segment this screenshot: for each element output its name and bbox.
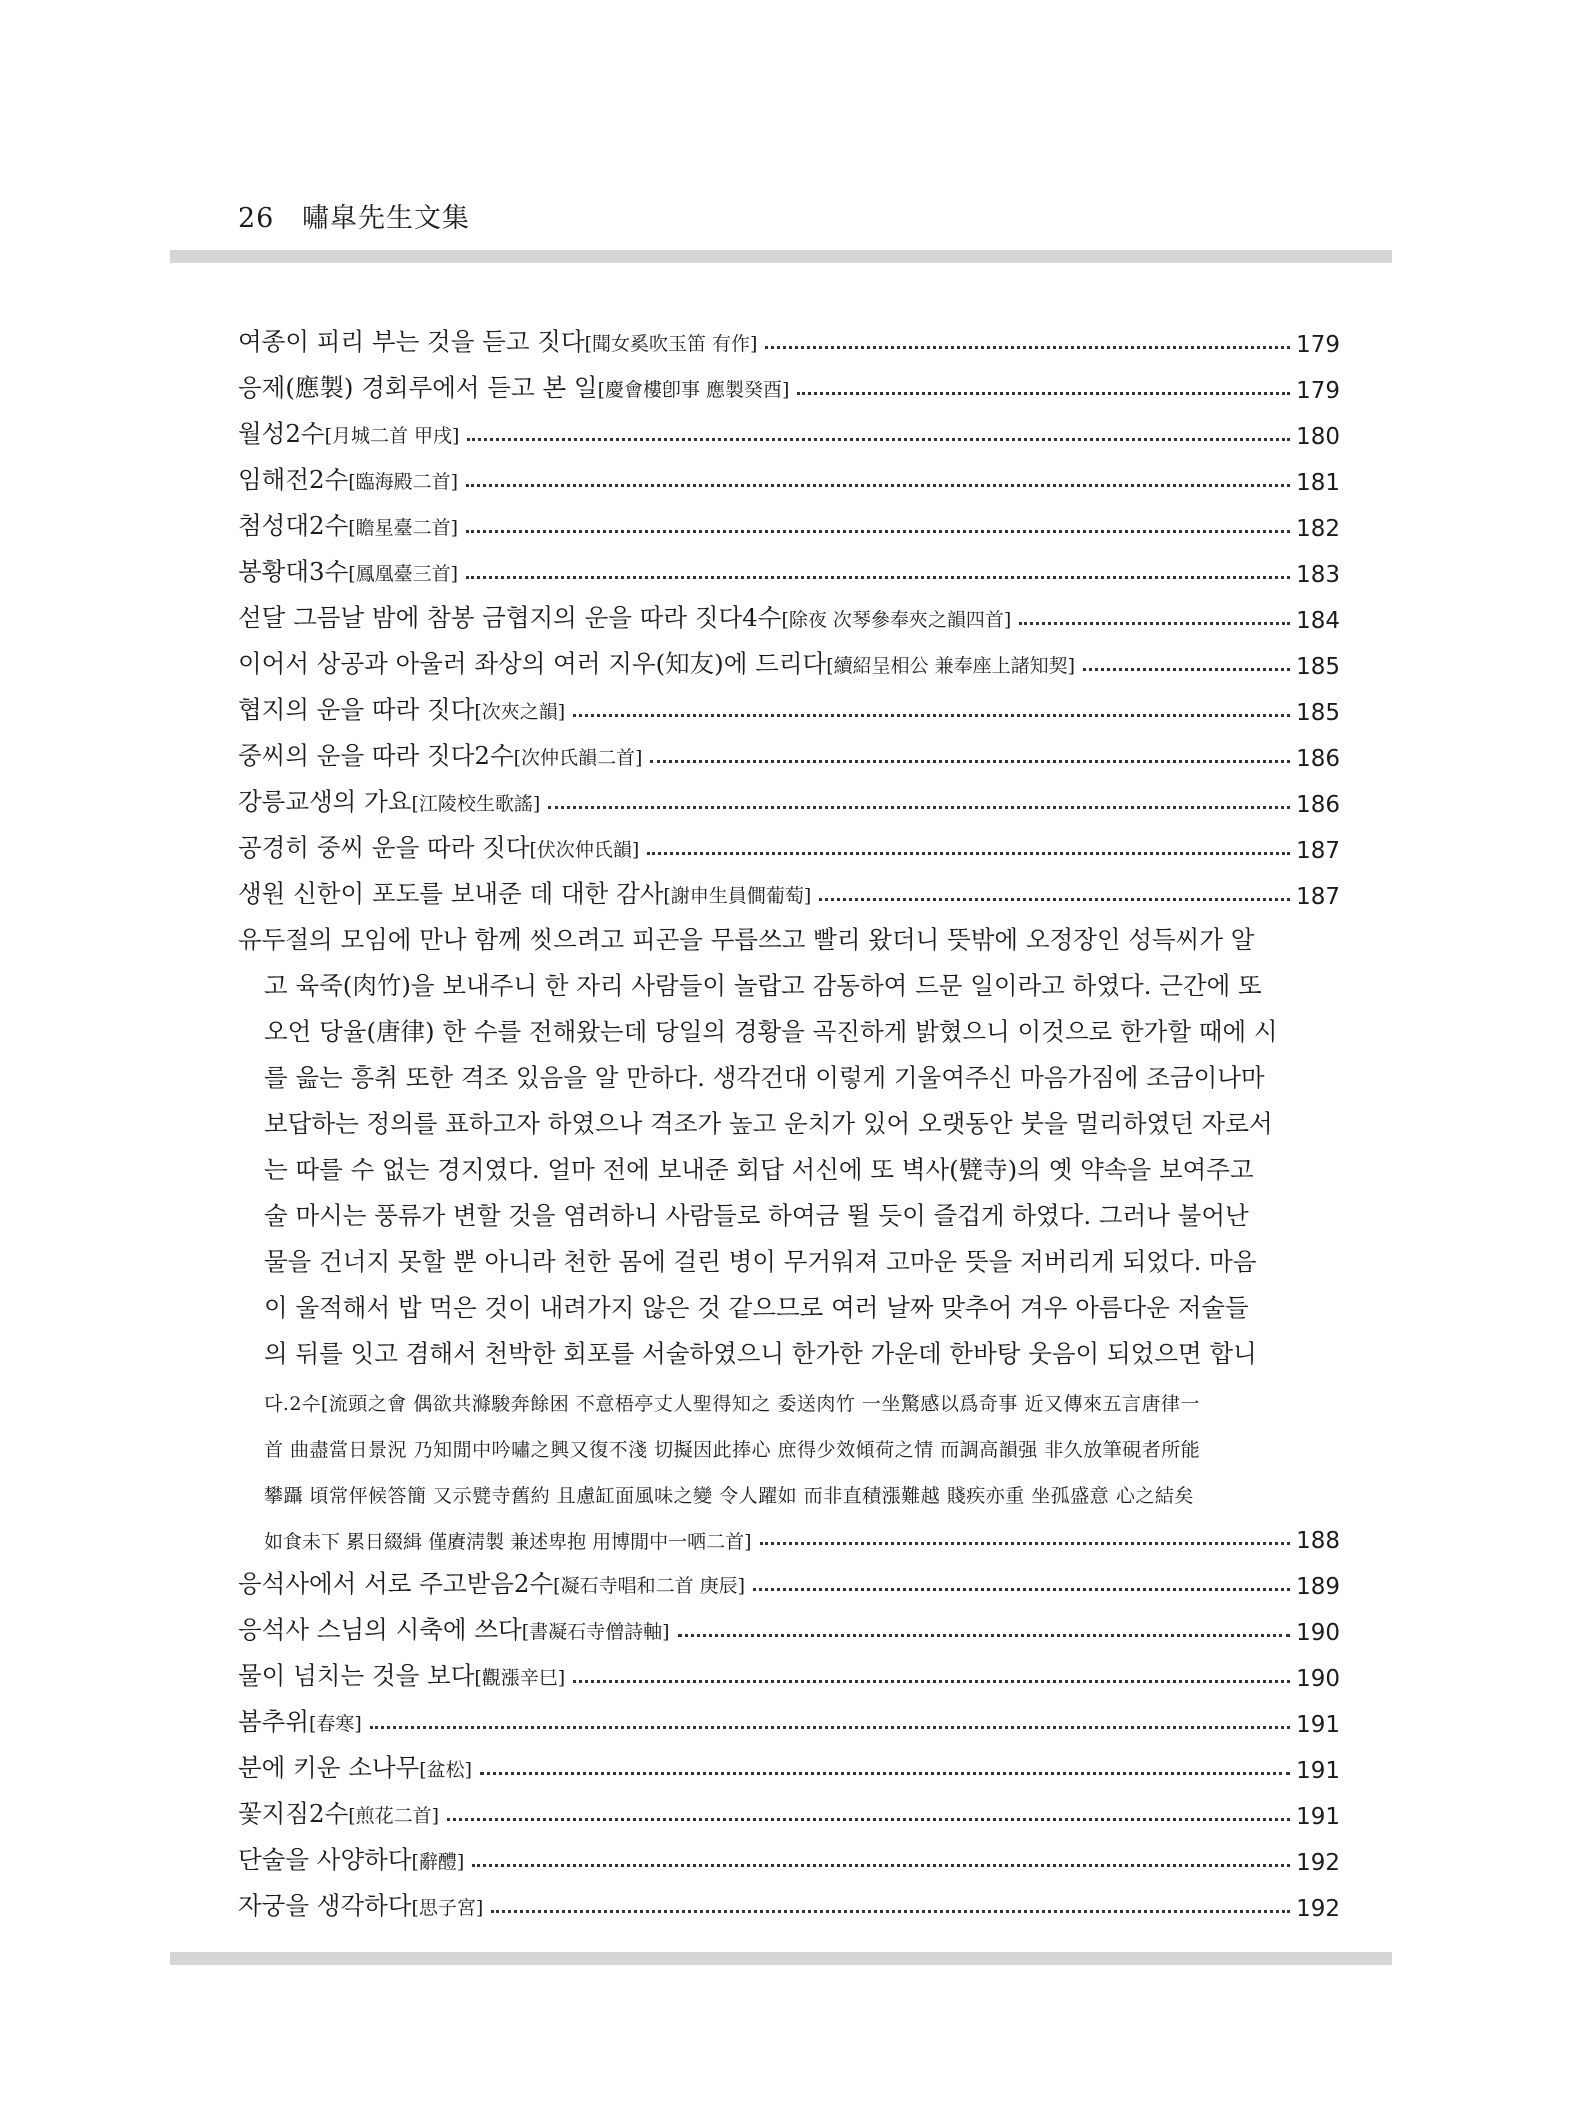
toc-entry [238, 726, 1340, 772]
toc-entry [238, 1646, 1340, 1692]
entry-korean-title: 봄추위 [238, 1707, 310, 1736]
entry-korean-title: 응제(應製) 경회루에서 듣고 본 일 [238, 373, 598, 402]
entry-title [238, 461, 458, 496]
entry-hanja-title: [辭醴] [411, 1851, 465, 1873]
entry-hanja-title: [思子宮] [411, 1897, 484, 1919]
dot-leader [573, 714, 1290, 717]
entry-korean-title: 물이 넘치는 것을 보다 [238, 1661, 475, 1690]
dot-leader [1019, 622, 1290, 625]
entry-title [238, 1887, 483, 1922]
entry-hanja-title: [月城二首 甲戌] [324, 425, 460, 447]
entry-title [238, 553, 458, 588]
dot-leader [678, 1634, 1291, 1637]
footer-rule [170, 1952, 1392, 1965]
entry-title [238, 1749, 472, 1784]
dot-leader [472, 1864, 1290, 1867]
entry-title [238, 829, 639, 864]
long-entry-line: 首 曲盡當日景況 乃知閒中吟嘯之興又復不淺 切擬因此捧心 庶得少效傾荷之情 而調高韻强 非久放筆硯者所能 [264, 1439, 1201, 1461]
entry-hanja-title: [煎花二首] [348, 1805, 440, 1827]
dot-leader [548, 806, 1290, 809]
entry-korean-title: 여종이 피리 부는 것을 듣고 짓다 [238, 327, 585, 356]
entry-title [238, 875, 811, 910]
entry-page-number: 192 [1296, 1896, 1340, 1922]
entry-korean-title: 분에 키운 소나무 [238, 1753, 420, 1782]
entry-title [238, 1565, 745, 1600]
long-entry-last-line [238, 1508, 1340, 1554]
book-title: 嘯皐先生文集 [301, 203, 470, 234]
entry-title [238, 599, 1011, 634]
entry-korean-title: 단술을 사양하다 [238, 1845, 412, 1874]
toc-entry [238, 634, 1340, 680]
entry-hanja-title: [瞻星臺二首] [348, 517, 459, 539]
toc-entry [238, 312, 1340, 358]
toc-entry [238, 1600, 1340, 1646]
entry-hanja-title: [春寒] [309, 1713, 362, 1735]
toc-entry [238, 680, 1340, 726]
entry-hanja-title: [續紹呈相公 兼奉座上諸知契] [826, 655, 1076, 677]
entry-page-number: 183 [1296, 562, 1340, 588]
entry-page-number: 185 [1296, 700, 1340, 726]
dot-leader [466, 484, 1290, 487]
entry-page-number: 179 [1296, 332, 1340, 358]
dot-leader [753, 1588, 1290, 1591]
long-entry-line: 물을 건너지 못할 뿐 아니라 천한 몸에 걸린 병이 무거워져 고마운 뜻을 저버리게 되었다. 마음 [264, 1247, 1257, 1276]
entry-korean-title: 생원 신한이 포도를 보내준 데 대한 감사 [238, 879, 664, 908]
toc-entry [238, 1554, 1340, 1600]
entry-korean-title: 꽃지짐2수 [238, 1799, 349, 1828]
dot-leader [466, 576, 1290, 579]
long-entry [238, 910, 1340, 1554]
long-entry-line: 이 울적해서 밥 먹은 것이 내려가지 않은 것 같으므로 여러 날짜 맞추어 겨우 아름다운 저술들 [264, 1293, 1249, 1322]
toc-entry [238, 1692, 1340, 1738]
toc-entry [238, 772, 1340, 818]
entry-page-number: 185 [1296, 654, 1340, 680]
entry-hanja-title: [次仲氏韻二首] [513, 747, 643, 769]
toc-entry [238, 496, 1340, 542]
entry-korean-title: 응석사에서 서로 주고받음2수 [238, 1569, 554, 1598]
entry-hanja-title: [江陵校生歌謠] [411, 793, 541, 815]
dot-leader [491, 1910, 1290, 1913]
entry-title [238, 645, 1075, 680]
toc-entry [238, 1784, 1340, 1830]
entry-hanja-title: [謝申生員僴葡萄] [663, 885, 812, 907]
entry-korean-title: 응석사 스님의 시축에 쓰다 [238, 1615, 522, 1644]
entry-korean-title: 중씨의 운을 따라 짓다2수 [238, 741, 514, 770]
dot-leader [573, 1680, 1290, 1683]
entry-title [238, 507, 458, 542]
entry-title [238, 323, 757, 358]
toc-entry [238, 588, 1340, 634]
entry-page-number: 188 [1296, 1528, 1340, 1554]
entry-title [238, 415, 459, 450]
long-entry-line: 술 마시는 풍류가 변할 것을 염려하니 사람들로 하여금 뛸 듯이 즐겁게 하였다. 그러나 불어난 [264, 1201, 1249, 1230]
entry-page-number: 179 [1296, 378, 1340, 404]
entry-title [238, 737, 642, 772]
dot-leader [797, 392, 1290, 395]
entry-page-number: 190 [1296, 1620, 1340, 1646]
entry-page-number: 186 [1296, 746, 1340, 772]
entry-hanja-title: [除夜 次琴參奉夾之韻四首] [781, 609, 1012, 631]
entry-korean-title: 이어서 상공과 아울러 좌상의 여러 지우(知友)에 드리다 [238, 649, 827, 678]
long-entry-line: 는 따를 수 없는 경지였다. 얼마 전에 보내준 회답 서신에 또 벽사(甓寺)의 옛 약속을 보여주고 [264, 1155, 1254, 1184]
entry-page-number: 182 [1296, 516, 1340, 542]
entry-korean-title: 임해전2수 [238, 465, 349, 494]
entry-title [238, 1841, 464, 1876]
entry-page-number: 186 [1296, 792, 1340, 818]
entry-page-number: 187 [1296, 838, 1340, 864]
long-entry-line: 다.2수[流頭之會 偶欲共滌駿奔餘困 不意梧亭丈人聖得知之 委送肉竹 一坐驚感以爲奇事 近又傳來五言唐律一 [264, 1393, 1200, 1415]
toc-entry [238, 1830, 1340, 1876]
long-entry-line: 보답하는 정의를 표하고자 하였으나 격조가 높고 운치가 있어 오랫동안 붓을 멀리하였던 자로서 [264, 1109, 1273, 1138]
long-entry-line: 의 뒤를 잇고 겸해서 천박한 회포를 서술하였으니 한가한 가운데 한바탕 웃음이 되었으면 합니 [264, 1339, 1257, 1368]
entry-korean-title: 공경히 중씨 운을 따라 짓다 [238, 833, 530, 862]
toc-entry [238, 404, 1340, 450]
dot-leader [765, 346, 1290, 349]
toc-entry [238, 450, 1340, 496]
entry-hanja-title: [次夾之韻] [474, 701, 566, 723]
toc-entry [238, 1738, 1340, 1784]
dot-leader [480, 1772, 1290, 1775]
entry-hanja-title: [書凝石寺僧詩軸] [521, 1621, 670, 1643]
toc-entry [238, 818, 1340, 864]
entry-korean-title: 첨성대2수 [238, 511, 349, 540]
entry-hanja-title: [臨海殿二首] [348, 471, 459, 493]
entry-hanja-title: [凝石寺唱和二首 庚辰] [553, 1575, 746, 1597]
entry-title [238, 1703, 362, 1738]
long-entry-line: 유두절의 모임에 만나 함께 씻으려고 피곤을 무릅쓰고 빨리 왔더니 뜻밖에 오정장인 성득씨가 알 [238, 925, 1255, 954]
toc-entry [238, 1876, 1340, 1922]
long-entry-line: 고 육죽(肉竹)을 보내주니 한 자리 사람들이 놀랍고 감동하여 드문 일이라고 하였다. 근간에 또 [264, 971, 1262, 1000]
entry-hanja-title: [觀漲辛巳] [474, 1667, 566, 1689]
dot-leader [650, 760, 1290, 763]
entry-title [238, 1795, 439, 1830]
entry-page-number: 191 [1296, 1712, 1340, 1738]
entry-korean-title: 강릉교생의 가요 [238, 787, 412, 816]
entry-hanja-title: [伏次仲氏韻] [529, 839, 640, 861]
long-entry-line: 를 읊는 흥취 또한 격조 있음을 알 만하다. 생각건대 이렇게 기울여주신 마음가짐에 조금이나마 [264, 1063, 1265, 1092]
entry-page-number: 180 [1296, 424, 1340, 450]
dot-leader [647, 852, 1290, 855]
entry-title [238, 1657, 565, 1692]
long-entry-line: 攀躡 頃常伻候答簡 又示甓寺舊約 且慮缸面風味之變 令人躍如 而非直積漲難越 賤疾亦重 坐孤盛意 心之結矣 [264, 1485, 1194, 1507]
header-rule [170, 250, 1392, 263]
page-header [238, 196, 470, 235]
entry-korean-title: 자궁을 생각하다 [238, 1891, 412, 1920]
entry-page-number: 187 [1296, 884, 1340, 910]
entry-korean-title: 협지의 운을 따라 짓다 [238, 695, 475, 724]
entry-hanja-title: [聞女奚吹玉笛 有作] [584, 333, 758, 355]
toc-entry [238, 542, 1340, 588]
entry-page-number: 181 [1296, 470, 1340, 496]
entry-hanja-title: [盆松] [419, 1759, 473, 1781]
entry-page-number: 191 [1296, 1758, 1340, 1784]
dot-leader [447, 1818, 1290, 1821]
entry-title [238, 369, 789, 404]
entry-page-number: 190 [1296, 1666, 1340, 1692]
table-of-contents [238, 312, 1340, 1922]
dot-leader [1083, 668, 1290, 671]
dot-leader [370, 1726, 1290, 1729]
entry-hanja-title: [鳳凰臺三首] [348, 563, 459, 585]
dot-leader [819, 898, 1290, 901]
entry-title [238, 783, 540, 818]
dot-leader [467, 438, 1290, 441]
entry-title [238, 1611, 670, 1646]
page-number: 26 [238, 203, 275, 234]
entry-page-number: 189 [1296, 1574, 1340, 1600]
long-entry-last-text: 如食未下 累日綴緝 僅賡淸製 兼述卑抱 用博閒中一哂二首] [264, 1531, 752, 1553]
entry-hanja-title: [慶會樓卽事 應製癸酉] [597, 379, 790, 401]
entry-korean-title: 봉황대3수 [238, 557, 349, 586]
entry-korean-title: 월성2수 [238, 419, 325, 448]
toc-entry [238, 864, 1340, 910]
entry-page-number: 192 [1296, 1850, 1340, 1876]
entry-korean-title: 섣달 그믐날 밤에 참봉 금협지의 운을 따라 짓다4수 [238, 603, 782, 632]
entry-page-number: 191 [1296, 1804, 1340, 1830]
toc-entry [238, 358, 1340, 404]
long-entry-line: 오언 당율(唐律) 한 수를 전해왔는데 당일의 경황을 곡진하게 밝혔으니 이것으로 한가할 때에 시 [264, 1017, 1278, 1046]
entry-title [238, 691, 565, 726]
entry-page-number: 184 [1296, 608, 1340, 634]
dot-leader [466, 530, 1290, 533]
dot-leader [760, 1542, 1291, 1545]
